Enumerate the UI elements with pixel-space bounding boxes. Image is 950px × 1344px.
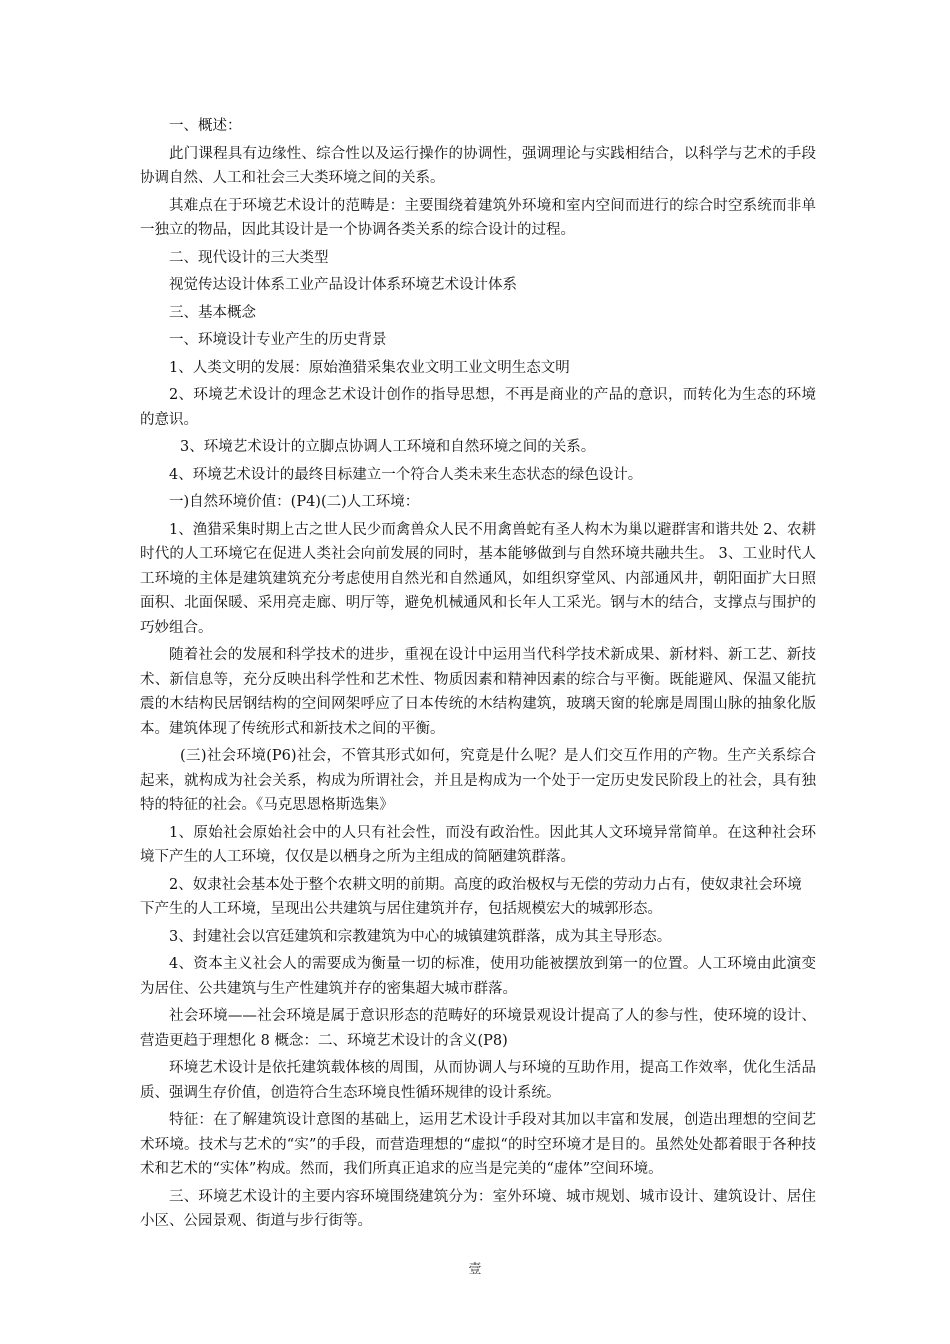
paragraph-technology-progress: 随着社会的发展和科学技术的进步，重视在设计中运用当代科学技术新成果、新材料、新工艺、新技术、新信息等，充分反映出科学性和艺术性、物质因素和精神因素的综合与平衡。既能避风、保温又能抗震的木结构民居钢结构的空间网架呼应了日本传统的木结构建筑，玻璃天窗的轮廓是周围山脉的抽象化版本。建筑体现了传统形式和新技术之间的平衡。 — [140, 647, 816, 737]
paragraph-artificial-environment: 1、渔猎采集时期上古之世人民少而禽兽众人民不用禽兽蛇有圣人构木为巢以避群害和谐共处 2、农耕时代的人工环境它在促进人类社会向前发展的同时，基本能够做到与自然环境共融共生。 3、工业时代人工环境的主体是建筑建筑充分考虑使用自然光和自然通风，如组织穿堂风、内部通风井，朝阳面扩大日照面积、北面保暖、采用亮走廊、明厅等，避免机械通风和长年人工采光。钢与木的结合，支撑点与围护的巧妙组合。 — [140, 521, 816, 636]
heading-history: 一、环境设计专业产生的历史背景 — [169, 332, 387, 348]
document-body — [140, 114, 816, 1237]
list-item-slave-society: 2、奴隶社会基本处于整个农耕文明的前期。高度的政治极权与无偿的劳动力占有，使奴隶社会环境 — [169, 876, 802, 893]
heading-overview: 一、概述： — [169, 118, 242, 134]
paragraph-slave-society-cont: 下产生的人工环境，呈现出公共建筑与居住建筑并存，包括规模宏大的城郭形态。 — [140, 901, 662, 917]
list-item-capitalist-society: 4、资本主义社会人的需要成为衡量一切的标准，使用功能被摆放到第一的位置。人工环境由此演变为居住、公共建筑与生产性建筑并存的密集超大城市群落。 — [140, 956, 816, 997]
paragraph-course-intro: 此门课程具有边缘性、综合性以及运行操作的协调性，强调理论与实践相结合，以科学与艺术的手段协调自然、人工和社会三大类环境之间的关系。 — [140, 145, 816, 186]
paragraph-definition: 环境艺术设计是依托建筑载体核的周围，从而协调人与环境的互助作用，提高工作效率，优化生活品质、强调生存价值，创造符合生态环境良性循环规律的设计系统。 — [140, 1060, 816, 1101]
heading-three-types: 二、现代设计的三大类型 — [169, 249, 329, 266]
paragraph-main-content: 三、环境艺术设计的主要内容环境围绕建筑分为：室外环境、城市规划、城市设计、建筑设计、居住小区、公园景观、街道与步行街等。 — [140, 1188, 816, 1229]
list-item-2: 2、环境艺术设计的理念艺术设计创作的指导思想，不再是商业的产品的意识，而转化为生态的环境的意识。 — [140, 387, 816, 428]
list-item-3: 3、环境艺术设计的立脚点协调人工环境和自然环境之间的关系。 — [180, 439, 596, 455]
paragraph-difficulty: 其难点在于环境艺术设计的范畴是：主要围绕着建筑外环境和室内空间而进行的综合时空系统而非单一独立的物品，因此其设计是一个协调各类关系的综合设计的过程。 — [140, 197, 816, 238]
paragraph-social-environment: (三)社会环境(P6)社会，不管其形式如何，究竟是什么呢？是人们交互作用的产物。生产关系综合起来，就构成为社会关系，构成为所谓社会，并且是构成为一个处于一定历史发民阶段上的社会，具有独特的特征的社会。《马克思恩格斯选集》 — [140, 748, 816, 813]
list-item-1: 1、人类文明的发展：原始渔猎采集农业文明工业文明生态文明 — [169, 359, 570, 376]
paragraph-design-systems: 视觉传达设计体系工业产品设计体系环境艺术设计体系 — [169, 277, 517, 293]
paragraph-social-environment-summary: 社会环境——社会环境是属于意识形态的范畴好的环境景观设计提高了人的参与性，使环境的设计、营造更趋于理想化 8 概念：二、环境艺术设计的含义(P8) — [140, 1008, 816, 1049]
list-item-4: 4、环境艺术设计的最终目标建立一个符合人类未来生态状态的绿色设计。 — [169, 466, 643, 483]
heading-basic-concepts: 三、基本概念 — [169, 304, 256, 321]
heading-natural-environment: 一)自然环境价值：(P4)(二)人工环境： — [169, 494, 420, 510]
paragraph-features: 特征：在了解建筑设计意图的基础上，运用艺术设计手段对其加以丰富和发展，创造出理想的空间艺术环境。技术与艺术的“实”的手段，而营造理想的“虚拟“的时空环境才是目的。虽然处处都着眼于各种技术和艺术的“实体”构成。然而，我们所真正追求的应当是完美的“虚体”空间环境。 — [140, 1112, 816, 1177]
list-item-primitive-society: 1、原始社会原始社会中的人只有社会性，而没有政治性。因此其人文环境异常简单。在这种社会环境下产生的人工环境，仅仅是以栖身之所为主组成的简陋建筑群落。 — [140, 824, 816, 865]
page-number: 壹 — [468, 1262, 482, 1277]
list-item-feudal-society: 3、封建社会以宫廷建筑和宗教建筑为中心的城镇建筑群落，成为其主导形态。 — [169, 928, 672, 945]
